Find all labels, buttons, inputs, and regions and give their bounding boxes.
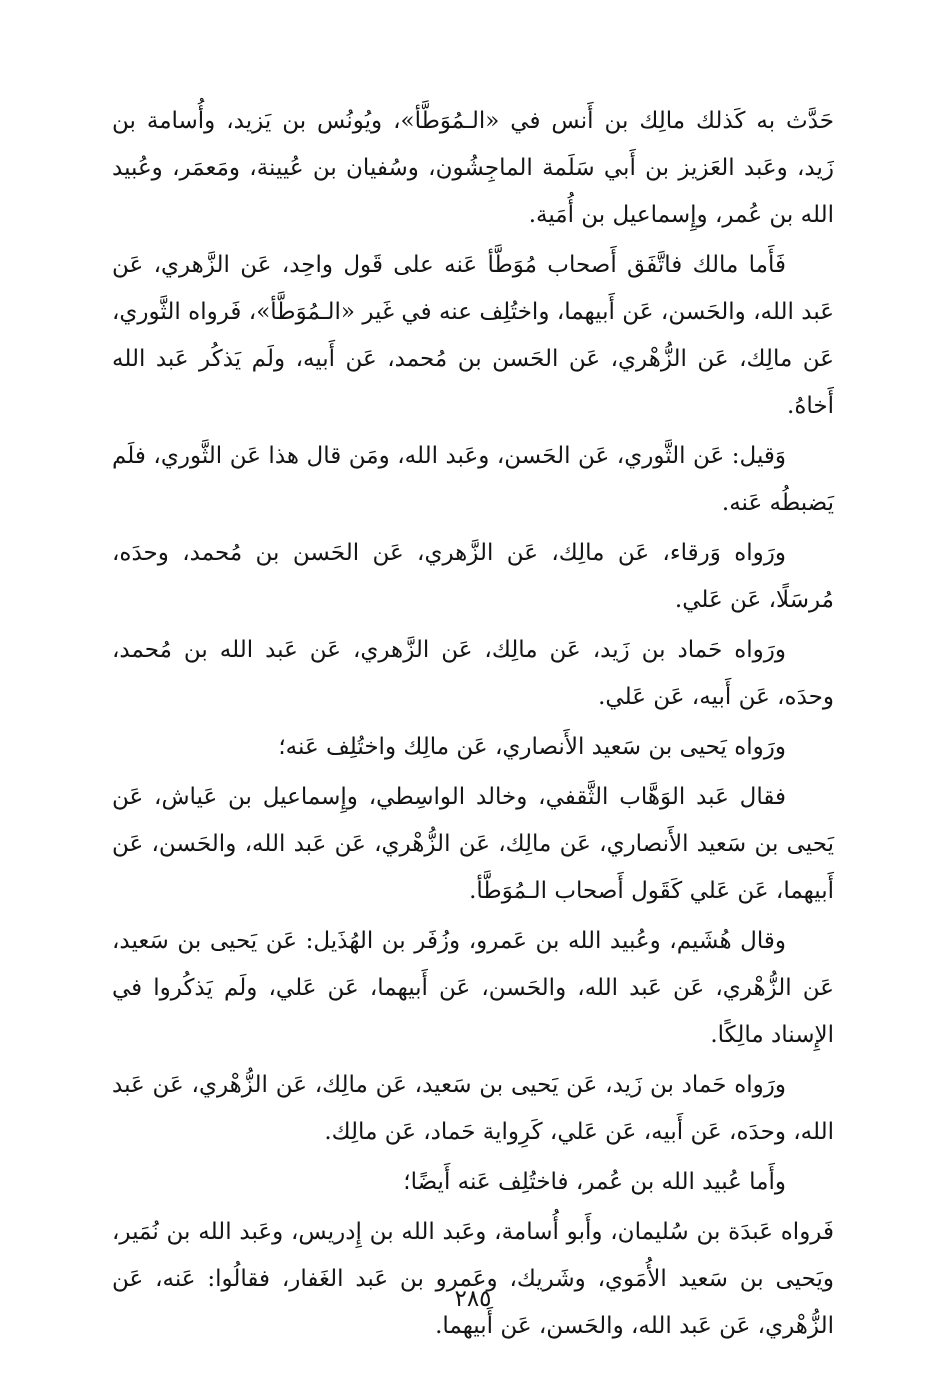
paragraph-5: ورَواه حَماد بن زَيد، عَن مالِك، عَن الزَّهري، عَن عَبد الله بن مُحمد، وحدَه، عَن أَبيه، عَن عَلي. xyxy=(112,637,834,710)
paragraph-6: ورَواه يَحيى بن سَعيد الأَنصاري، عَن مالِك واختُلِف عَنه؛ xyxy=(278,734,786,760)
paragraph-4: ورَواه وَرقاء، عَن مالِك، عَن الزَّهري، عَن الحَسن بن مُحمد، وحدَه، مُرسَلًا، عَن عَلي. xyxy=(112,540,834,613)
paragraph-3: وَقيل: عَن الثَّوري، عَن الحَسن، وعَبد الله، ومَن قال هذا عَن الثَّوري، فلَم يَضبطُه عَنه. xyxy=(112,443,834,516)
paragraph-10: وأَما عُبيد الله بن عُمر، فاختُلِف عَنه أَيضًا؛ xyxy=(403,1169,786,1195)
body-text xyxy=(112,98,834,1353)
paragraph-7: فقال عَبد الوَهَّاب الثَّقفي، وخالد الواسِطي، وإِسماعيل بن عَياش، عَن يَحيى بن سَعيد الأَنصاري، عَن مالِك، عَن الزُّهْري، عَن عَبد الله، والحَسن، عَن أَبيهما، عَن عَلي كَقَول أَصحاب الـمُوَطَّأ. xyxy=(112,784,834,904)
page-number: ٢٨٥ xyxy=(454,1286,492,1312)
paragraph-2: فَأَما مالك فاتَّفَق أَصحاب مُوَطَّأ عَنه على قَول واحِد، عَن الزَّهري، عَن عَبد الله، والحَسن، عَن أَبيهما، واختُلِف عنه في غَير «الـمُوَطَّأ»، فَرواه الثَّوري، عَن مالِك، عَن الزُّهْري، عَن الحَسن بن مُحمد، عَن أَبيه، ولَم يَذكُر عَبد الله أَخاهُ. xyxy=(112,252,834,419)
paragraph-1: حَدَّث به كَذلك مالِك بن أَنس في «الـمُوَطَّأ»، ويُونُس بن يَزيد، وأُسامة بن زَيد، وعَبد العَزيز بن أَبي سَلَمة الماجِشُون، وسُفيان بن عُيينة، ومَعمَر، وعُبيد الله بن عُمر، وإِسماعيل بن أُمَية. xyxy=(112,108,834,228)
paragraph-9: ورَواه حَماد بن زَيد، عَن يَحيى بن سَعيد، عَن مالِك، عَن الزُّهْري، عَن عَبد الله، وحدَه، عَن أَبيه، عَن عَلي، كَرِواية حَماد، عَن مالِك. xyxy=(112,1072,834,1145)
paragraph-8: وقال هُشَيم، وعُبيد الله بن عَمرو، وزُفَر بن الهُذَيل: عَن يَحيى بن سَعيد، عَن الزُّهْري، عَن عَبد الله، والحَسن، عَن أَبيهما، عَن عَلي، ولَم يَذكُروا في الإِسناد مالِكًا. xyxy=(112,928,834,1048)
paragraph-11: فَرواه عَبدَة بن سُليمان، وأَبو أُسامة، وعَبد الله بن إِدريس، وعَبد الله بن نُمَير، ويَحيى بن سَعيد الأُمَوي، وشَريك، وعَمرو بن عَبد الغَفار، فقالُوا: عَنه، عَن الزُّهْري، عَن عَبد الله، والحَسن، عَن أَبيهما. xyxy=(112,1219,834,1339)
